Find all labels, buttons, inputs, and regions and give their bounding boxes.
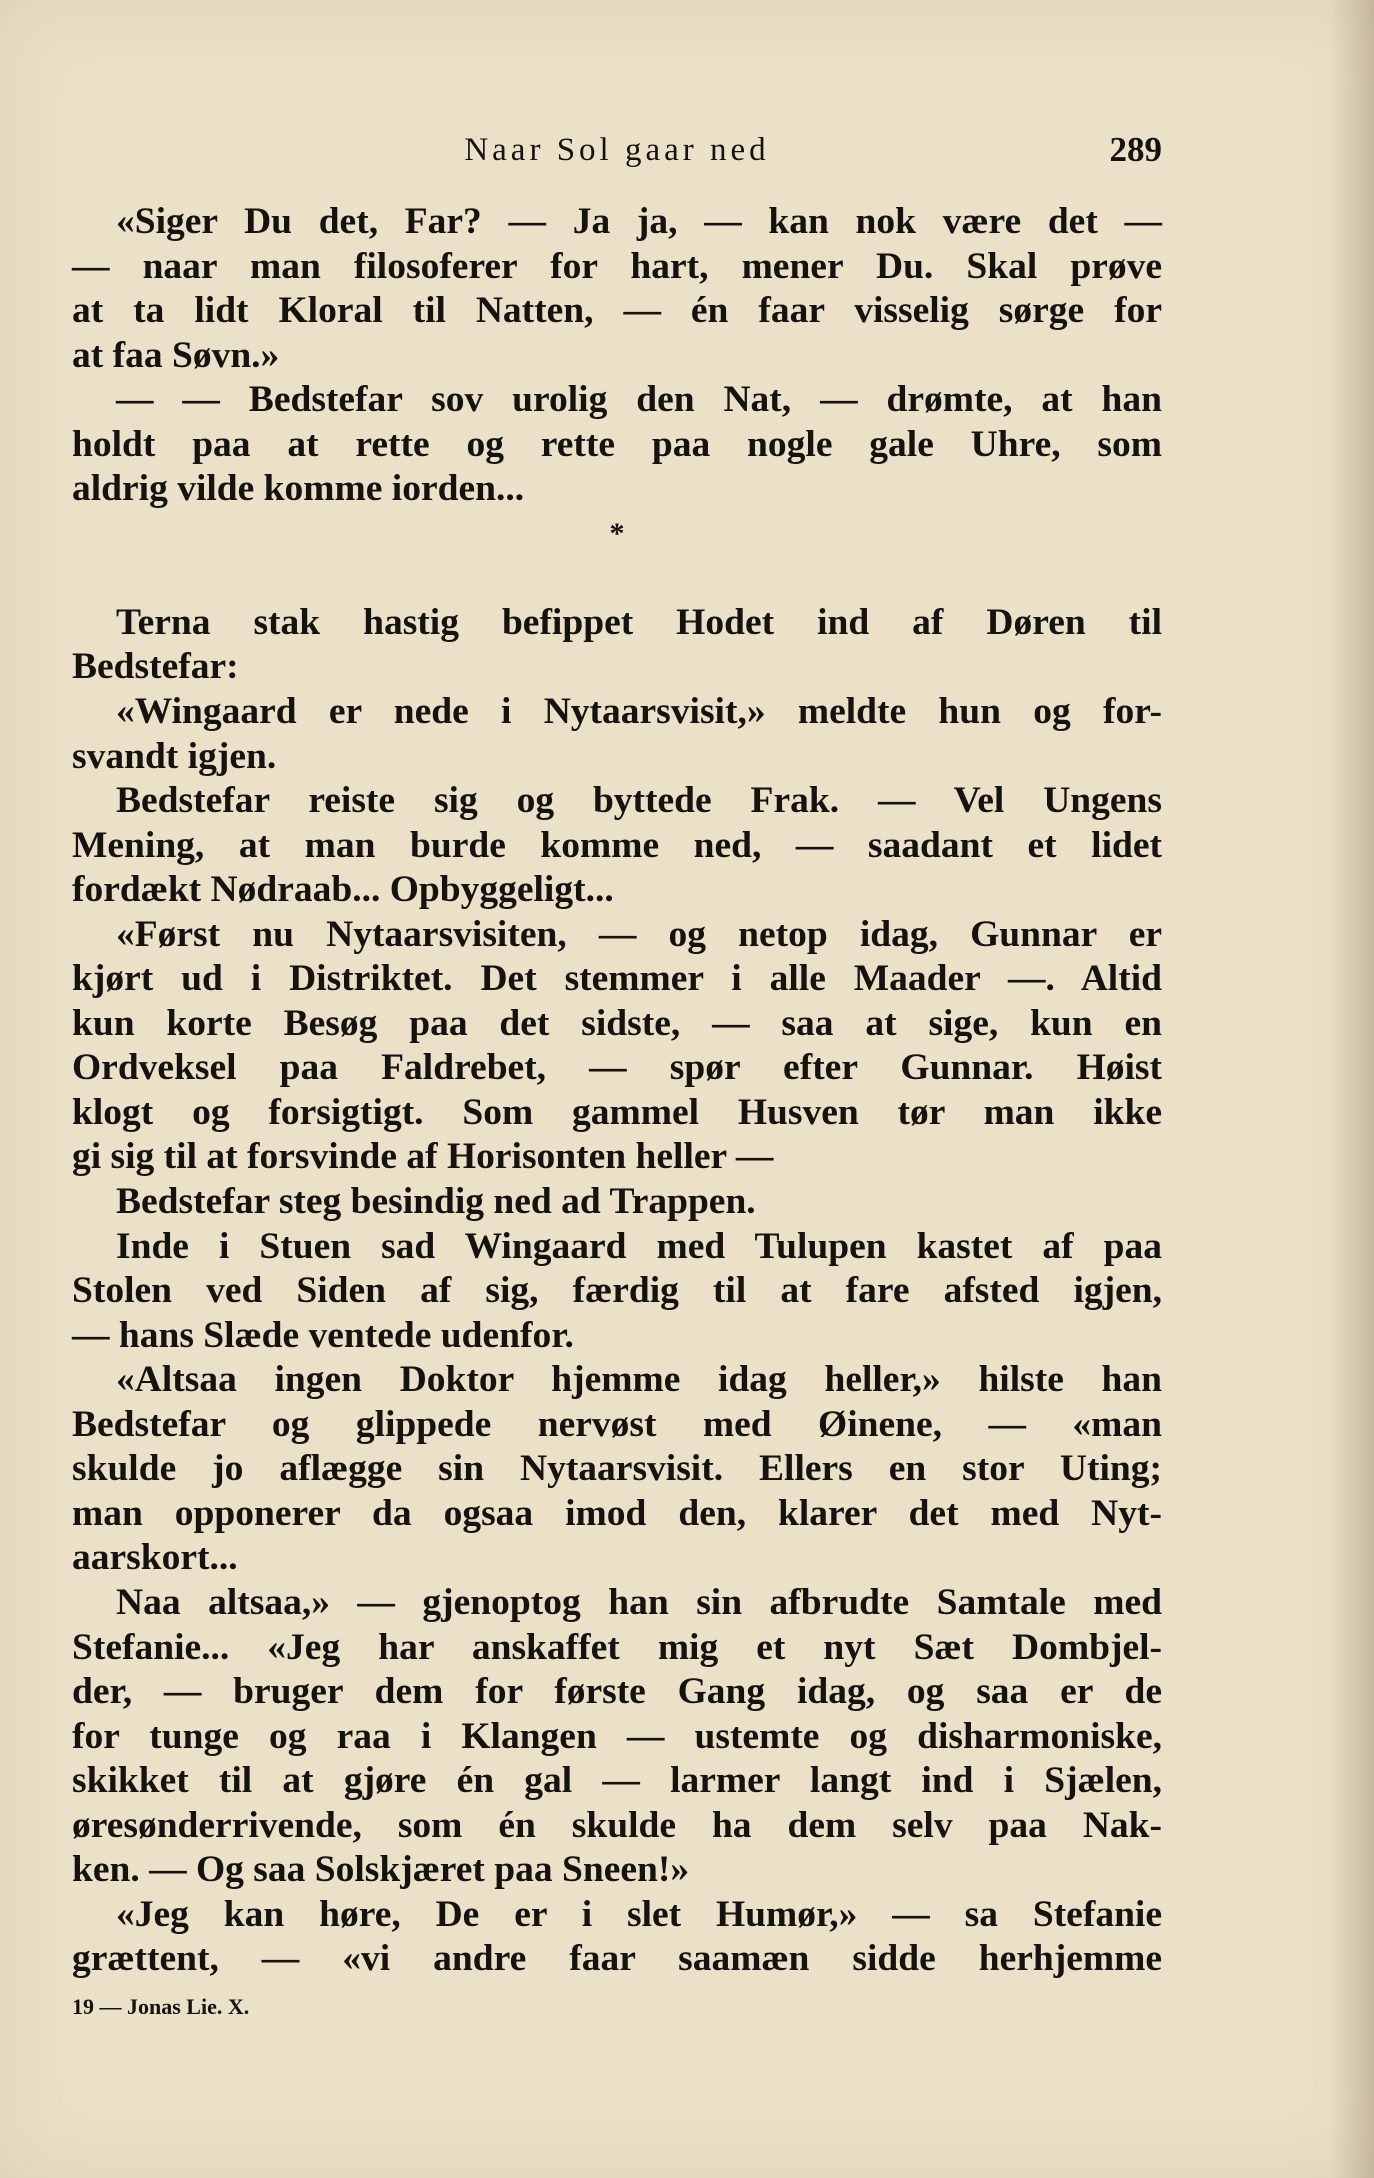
text-line: — — Bedstefar sov urolig den Nat, — drømte, at han	[116, 379, 1162, 421]
text-line: «Jeg kan høre, De er i slet Humør,» — sa Stefanie	[116, 1893, 1162, 1935]
page-number: 289	[1109, 130, 1162, 169]
text-line: man opponerer da ogsaa imod den, klarer det med Nyt-	[72, 1492, 1162, 1534]
signature-mark: 19 — Jonas Lie. X.	[72, 1994, 250, 2019]
text-line: Stefanie... «Jeg har anskaffet mig et nyt Sæt Dombjel-	[72, 1626, 1162, 1668]
text-line: — naar man filosoferer for hart, mener Du. Skal prøve	[72, 245, 1162, 287]
text-line: der, — bruger dem for første Gang idag, og saa er de	[72, 1671, 1162, 1713]
text-line: at ta lidt Kloral til Natten, — én faar visselig sørge for	[72, 290, 1162, 332]
text-line: kjørt ud i Distriktet. Det stemmer i alle Maader —. Altid	[72, 958, 1162, 1000]
text-line: Inde i Stuen sad Wingaard med Tulupen kastet af paa	[116, 1225, 1162, 1267]
blank-line	[72, 556, 1162, 601]
text-line: «Altsaa ingen Doktor hjemme idag heller,» hilste han	[116, 1359, 1162, 1401]
section-break-asterisk: *	[609, 516, 625, 550]
text-line: Naa altsaa,» — gjenoptog han sin afbrudte Samtale med	[116, 1581, 1162, 1623]
text-line: Bedstefar reiste sig og byttede Frak. — Vel Ungens	[116, 780, 1162, 822]
text-line: Stolen ved Siden af sig, færdig til at fare afsted igjen,	[72, 1270, 1162, 1312]
text-line: Bedstefar og glippede nervøst med Øinene, — «man	[72, 1403, 1162, 1445]
text-line: at faa Søvn.»	[72, 334, 280, 376]
running-title: Naar Sol gaar ned	[464, 132, 770, 168]
text-line: «Wingaard er nede i Nytaarsvisit,» meldte hun og for-	[116, 691, 1162, 733]
text-line: «Først nu Nytaarsvisiten, — og netop idag, Gunnar er	[116, 913, 1162, 955]
text-line: aldrig vilde komme iorden...	[72, 468, 525, 510]
text-line: ken. — Og saa Solskjæret paa Sneen!»	[72, 1849, 690, 1891]
text-line: klogt og forsigtigt. Som gammel Husven tør man ikke	[72, 1091, 1162, 1133]
text-line: Ordveksel paa Faldrebet, — spør efter Gunnar. Høist	[72, 1047, 1162, 1089]
text-line: Terna stak hastig befippet Hodet ind af Døren til	[116, 601, 1162, 643]
text-line: øresønderrivende, som én skulde ha dem selv paa Nak-	[72, 1804, 1162, 1846]
text-line: kun korte Besøg paa det sidste, — saa at sige, kun en	[72, 1002, 1162, 1044]
text-line: for tunge og raa i Klangen — ustemte og disharmoniske,	[72, 1715, 1162, 1757]
page-header	[72, 128, 1162, 172]
text-line: aarskort...	[72, 1537, 238, 1579]
text-line: grættent, — «vi andre faar saamæn sidde herhjemme	[72, 1938, 1162, 1980]
text-line: skikket til at gjøre én gal — larmer langt ind i Sjælen,	[72, 1760, 1162, 1802]
text-line: — hans Slæde ventede udenfor.	[72, 1314, 574, 1356]
text-line: holdt paa at rette og rette paa nogle gale Uhre, som	[72, 423, 1162, 465]
text-line: Bedstefar steg besindig ned ad Trappen.	[116, 1181, 756, 1223]
text-line: svandt igjen.	[72, 735, 277, 777]
text-line: gi sig til at forsvinde af Horisonten heller —	[72, 1136, 774, 1178]
text-line: skulde jo aflægge sin Nytaarsvisit. Ellers en stor Uting;	[72, 1448, 1162, 1490]
text-line: «Siger Du det, Far? — Ja ja, — kan nok være det —	[116, 201, 1162, 242]
text-line: fordækt Nødraab... Opbyggeligt...	[72, 869, 614, 911]
text-line: Bedstefar:	[72, 646, 239, 688]
body-text	[72, 200, 1162, 1982]
text-line: Mening, at man burde komme ned, — saadant et lidet	[72, 824, 1162, 866]
